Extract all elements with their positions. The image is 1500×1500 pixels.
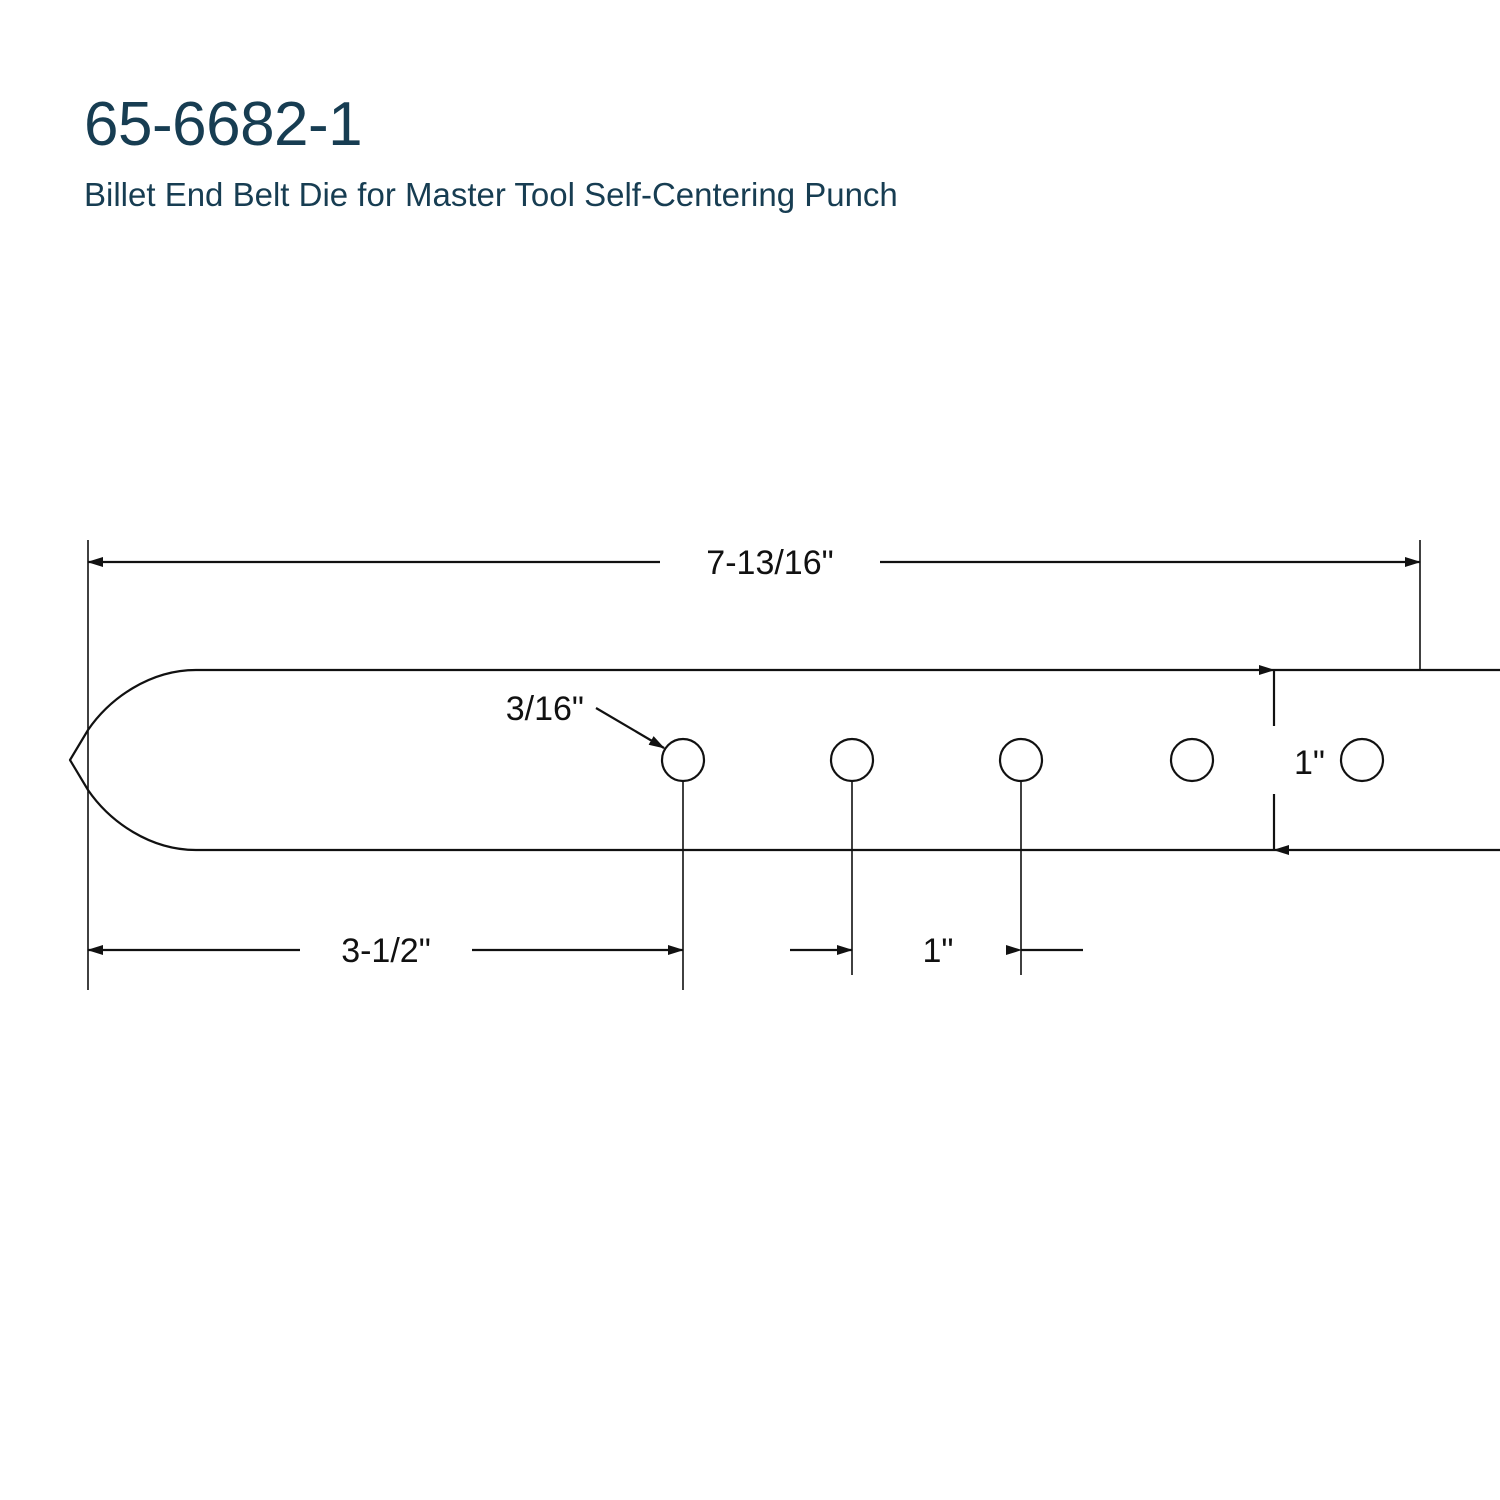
dimension-hole-diameter-label: 3/16"	[505, 690, 584, 728]
punch-hole	[1000, 739, 1042, 781]
extension-lines	[88, 540, 1420, 990]
dimension-overall-length-label: 7-13/16"	[706, 544, 834, 582]
dimension-end-to-first-hole-label: 3-1/2"	[341, 932, 431, 970]
dimension-strap-width	[1274, 670, 1325, 850]
dimension-strap-width-label: 1"	[1294, 744, 1325, 782]
dimension-hole-spacing-label: 1"	[922, 932, 954, 970]
drawing-svg	[0, 430, 1500, 1070]
technical-drawing	[0, 430, 1500, 1070]
punch-hole	[1341, 739, 1383, 781]
dimension-overall-length	[88, 544, 1420, 582]
punch-hole	[1171, 739, 1213, 781]
punch-hole	[831, 739, 873, 781]
page-title: 65-6682-1	[84, 90, 363, 159]
hole-center-lines	[683, 781, 1021, 990]
belt-strap-outline	[70, 670, 1500, 850]
page-subtitle: Billet End Belt Die for Master Tool Self-Centering Punch	[84, 176, 898, 214]
punch-hole	[662, 739, 704, 781]
dimension-end-to-first-hole	[88, 932, 683, 970]
punch-holes	[662, 739, 1383, 781]
drawing-header	[84, 92, 1384, 215]
dimension-hole-diameter	[506, 690, 664, 748]
dimension-hole-spacing	[790, 932, 1083, 970]
